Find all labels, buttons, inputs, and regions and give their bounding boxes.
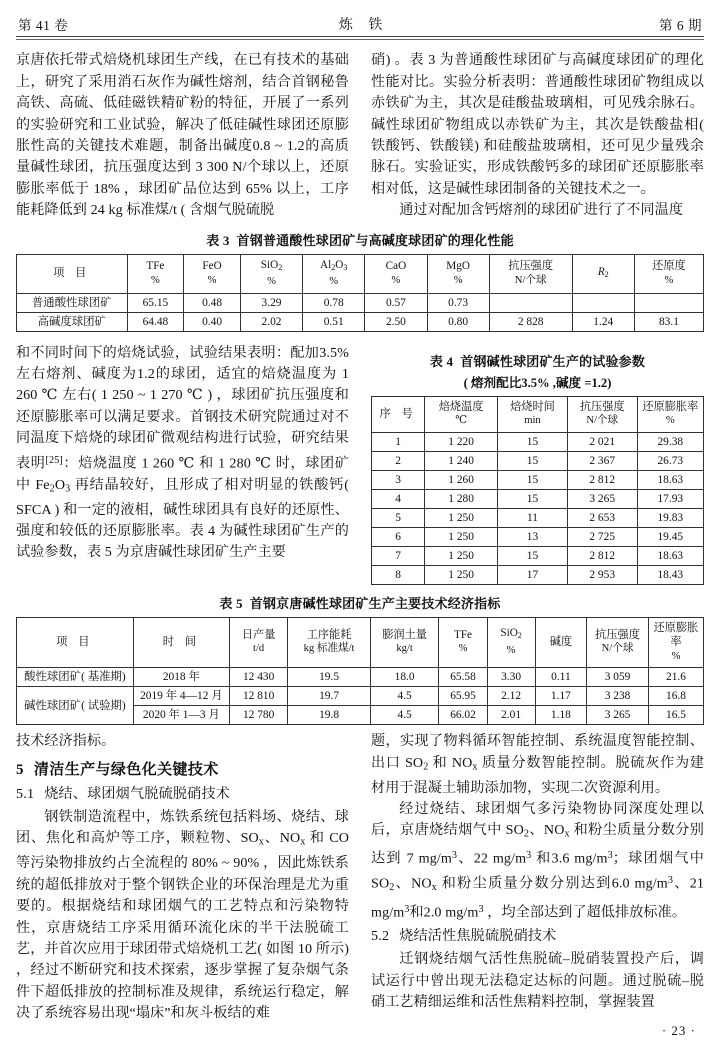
section-heading-5-2	[371, 926, 704, 947]
section-5-2-title: 烧结活性焦脱硫脱硝技术	[399, 927, 557, 944]
table-4-cell: 2 725	[567, 527, 637, 546]
table-3-cell	[634, 293, 703, 312]
table-4-title: 首钢碱性球团矿生产的试验参数	[460, 353, 646, 369]
table-row	[17, 668, 704, 687]
table-3-col-reduction: 还原度 %	[634, 254, 703, 293]
right-paragraph-5: 迁钢烧结烟气活性焦脱硫–脱硝装置投产后，调试运行中曾出现无法稳定达标的问题。通过脱硫–脱硝工艺精细运维和活性焦精料控制，掌握装置	[371, 951, 704, 1010]
table-3-cell: 0.78	[303, 293, 365, 312]
table-5-cell: 21.6	[648, 668, 703, 687]
table-row	[372, 546, 704, 565]
table-5-col-energy-consumption: 工序能耗 kg 标准煤/t	[288, 617, 370, 668]
table-row	[372, 470, 704, 489]
table-4-header-row	[372, 396, 704, 432]
table-5-cell: 12 780	[229, 706, 287, 725]
table-3-cell: 0.73	[427, 293, 489, 312]
section-5-title: 清洁生产与绿色化关键技术	[33, 761, 219, 778]
table-4-cell: 2 953	[567, 565, 637, 584]
table-4-cell: 18.63	[637, 470, 703, 489]
right-paragraph-1: 硝) 。表 3 为普通酸性球团矿与高碱度球团矿的理化性能对比。实验分析表明：普通酸性球团矿物组成以赤铁矿为主，其次是硅酸盐玻璃相，可见残余脉石。碱性球团矿物组成以赤铁矿为主，其次是铁酸盐相( 铁酸钙、铁酸镁) 和硅酸盐玻璃相，还可见少量残余脉石。实验证实，形成铁酸钙多的球团矿还原膨胀率相对低，这是碱性球团制备的关键技术之一。	[371, 52, 704, 197]
table-3-cell: 0.51	[303, 312, 365, 331]
table-3-cell: 1.24	[572, 312, 634, 331]
table-4-cell: 2 653	[567, 508, 637, 527]
table-5-block	[16, 594, 704, 726]
table-4-col-reduction-swelling: 还原膨胀率 %	[637, 396, 703, 432]
table-3-cell: 2 828	[489, 312, 572, 331]
table-5-header-row	[17, 617, 704, 668]
left-column-middle	[16, 343, 349, 585]
table-4-cell: 19.45	[637, 527, 703, 546]
table-5-cell: 16.8	[648, 687, 703, 706]
table-5-head	[17, 617, 704, 668]
table-4-cell: 2 812	[567, 546, 637, 565]
table-3-col-cao: CaO %	[365, 254, 427, 293]
table-5-cell: 19.5	[288, 668, 370, 687]
table-3-col-tfe: TFe %	[127, 254, 184, 293]
table-4-cell: 1	[372, 432, 425, 451]
table-4-cell: 7	[372, 546, 425, 565]
table-row	[372, 508, 704, 527]
table-5-cell: 19.8	[288, 706, 370, 725]
table-row	[17, 312, 704, 331]
table-4-subtitle: ( 熔剂配比3.5% ,碱度 =1.2)	[463, 375, 612, 390]
right-paragraph-4: 经过烧结、球团烟气多污染物协同深度处理以后，京唐烧结烟气中 $SO_2$、$NO_x$ 和粉尘质量分数分别达到 7 $mg/m^3$、22 $mg/m^3$ 和3.6 $mg/m^3$；球团烟气中 $SO_2$、$NO_x$ 和粉尘质量分数分别达到6.0 $mg/m^3$、21 $mg/m^3$和2.0 $mg/m^3$ ，均全部达到了超低排放标准。	[371, 800, 704, 921]
table-5-cell: 2.12	[487, 687, 535, 706]
table-5-col-item: 项 目	[17, 617, 134, 668]
table-4-cell: 3 265	[567, 489, 637, 508]
table-3-block	[16, 231, 704, 332]
table-4-cell: 18.43	[637, 565, 703, 584]
table-4-cell: 5	[372, 508, 425, 527]
table-5-cell: 66.02	[439, 706, 487, 725]
right-paragraph-2: 通过对配加含钙熔剂的球团矿进行了不同温度	[399, 202, 684, 219]
running-head-journal-title: 炼 铁	[338, 18, 389, 33]
section-heading-5	[16, 760, 349, 781]
table-row	[372, 489, 704, 508]
table-3-cell: 64.48	[127, 312, 184, 331]
right-paragraph-3: 题，实现了物料循环智能控制、系统温度智能控制、出口 $SO_2$ 和 $NO_x$ 质量分数智能控制。脱硫灰作为建材用于混凝土辅助添加物，实现二次资源利用。	[371, 733, 704, 796]
table-5-cell: 4.5	[370, 706, 439, 725]
table-3-cell: 0.57	[365, 293, 427, 312]
left-column-bottom	[16, 731, 349, 1024]
table-5-col-bentonite: 膨润土量 kg/t	[370, 617, 439, 668]
running-head-issue: 第 6 期	[659, 18, 702, 33]
section-5-1-title: 烧结、球团烟气脱硫脱硝技术	[44, 785, 231, 802]
table-3-row-0-label: 普通酸性球团矿	[17, 293, 128, 312]
table-5-label: 表 5	[219, 595, 243, 611]
section-5-2-number: 5.2	[371, 927, 390, 944]
table-5-cell: 1.18	[535, 706, 587, 725]
table-5-col-reduction-swelling: 还原膨胀率 %	[648, 617, 703, 668]
table-5-cell: 0.11	[535, 668, 587, 687]
table-4-cell: 1 260	[425, 470, 498, 489]
section-heading-5-1	[16, 784, 349, 805]
table-3-header-row	[17, 254, 704, 293]
table-4-cell: 1 250	[425, 508, 498, 527]
table-5-cell: 12 810	[229, 687, 287, 706]
table-4-cell: 1 240	[425, 451, 498, 470]
table-4-cell: 1 220	[425, 432, 498, 451]
table-3-row-1-label: 高碱度球团矿	[17, 312, 128, 331]
table-4-caption	[371, 352, 704, 371]
table-4-block	[371, 352, 704, 585]
table-5-col-basicity: 碱度	[535, 617, 587, 668]
table-4-cell: 15	[498, 546, 568, 565]
table-3-col-item: 项 目	[17, 254, 128, 293]
column-band-middle	[16, 343, 704, 585]
table-row	[17, 687, 704, 706]
table-4-cell: 3	[372, 470, 425, 489]
table-5-cell: 18.0	[370, 668, 439, 687]
table-3-col-sio2: SiO$_2$ %	[240, 254, 302, 293]
table-5	[16, 617, 704, 726]
left-paragraph-3: 技术经济指标。	[16, 733, 116, 750]
table-4-cell: 15	[498, 432, 568, 451]
table-3-cell: 0.80	[427, 312, 489, 331]
table-5-col-daily-output: 日产量 t/d	[229, 617, 287, 668]
table-3-col-mgo: MgO %	[427, 254, 489, 293]
table-5-row-1-label: 碱性球团矿( 试验期)	[17, 687, 134, 725]
table-4-cell: 1 250	[425, 527, 498, 546]
table-3-body	[17, 293, 704, 331]
table-3-col-al2o3: $Al_2O_3$ %	[303, 254, 365, 293]
table-4-cell: 17.93	[637, 489, 703, 508]
section-5-number: 5	[16, 761, 24, 778]
table-5-col-sio2: SiO$_2$ %	[487, 617, 535, 668]
table-4-cell: 2	[372, 451, 425, 470]
table-3-label: 表 3	[206, 232, 230, 248]
table-4-col-index: 序 号	[372, 396, 425, 432]
table-5-col-tfe: TFe %	[439, 617, 487, 668]
table-4-cell: 2 021	[567, 432, 637, 451]
table-4-label: 表 4	[429, 353, 454, 369]
table-4-cell: 15	[498, 489, 568, 508]
left-column-top	[16, 50, 349, 221]
table-row	[372, 432, 704, 451]
table-4-cell: 15	[498, 451, 568, 470]
running-head-volume: 第 41 卷	[18, 18, 69, 33]
table-5-cell: 4.5	[370, 687, 439, 706]
table-5-cell: 12 430	[229, 668, 287, 687]
table-4-cell: 8	[372, 565, 425, 584]
spacer	[16, 332, 704, 343]
table-5-cell: 3 059	[587, 668, 649, 687]
table-4	[371, 396, 704, 585]
table-4-cell: 11	[498, 508, 568, 527]
table-3-col-compressive-strength: 抗压强度 N/个球	[489, 254, 572, 293]
column-band-bottom	[16, 731, 704, 1024]
right-column-bottom	[371, 731, 704, 1024]
table-5-cell: 2020 年 1—3 月	[133, 706, 229, 725]
table-5-caption	[16, 594, 704, 613]
table-row	[372, 451, 704, 470]
table-3-cell: 2.50	[365, 312, 427, 331]
table-3-title: 首钢普通酸性球团矿与高碱度球团矿的理化性能	[236, 232, 514, 248]
table-3-cell: 2.02	[240, 312, 302, 331]
section-5-1-number: 5.1	[16, 785, 35, 802]
table-5-col-compressive-strength: 抗压强度 N/个球	[587, 617, 649, 668]
table-4-col-compressive-strength: 抗压强度 N/个球	[567, 396, 637, 432]
table-4-cell: 17	[498, 565, 568, 584]
table-row	[372, 527, 704, 546]
table-5-cell: 16.5	[648, 706, 703, 725]
table-4-cell: 6	[372, 527, 425, 546]
table-4-cell: 2 367	[567, 451, 637, 470]
table-5-cell: 3 238	[587, 687, 649, 706]
table-5-row-0-label: 酸性球团矿( 基准期)	[17, 668, 134, 687]
column-band-top	[16, 50, 704, 221]
table-4-cell: 1 280	[425, 489, 498, 508]
table-row	[17, 293, 704, 312]
table-row	[372, 565, 704, 584]
table-4-cell: 4	[372, 489, 425, 508]
table-4-cell: 1 250	[425, 546, 498, 565]
table-5-cell: 2019 年 4—12 月	[133, 687, 229, 706]
table-4-cell: 18.63	[637, 546, 703, 565]
table-4-cell: 19.83	[637, 508, 703, 527]
table-5-cell: 65.95	[439, 687, 487, 706]
left-paragraph-1: 京唐依托带式焙烧机球团生产线，在已有技术的基础上，研究了采用消石灰作为碱性熔剂，结合首钢秘鲁高铁、高硫、低硅磁铁精矿粉的特征，开展了一系列的实验研究和工业试验，解决了低硅碱性球团还原膨胀性高的关键技术难题，制备出碱度0.8 ~ 1.2的高质量碱性球团，抗压强度达到 3 300 N/个球以上，还原膨胀率低于 18% ，球团矿品位达到 65% 以上，工序能耗降低到 24 kg 标准煤/t ( 含烟气脱硫脱	[16, 52, 349, 219]
table-4-cell: 13	[498, 527, 568, 546]
header-rule	[16, 36, 704, 40]
table-3-head	[17, 254, 704, 293]
table-5-cell: 1.17	[535, 687, 587, 706]
table-5-col-time: 时 间	[133, 617, 229, 668]
left-paragraph-2: 和不同时间下的焙烧试验，试验结果表明：配加3.5% 左右熔剂、碱度为1.2的球团，适宜的焙烧温度为 1 260 ℃ 左右( 1 250 ~ 1 270 ℃ ) ，球团矿抗压强度和还原膨胀率可以满足要求。首钢技术研究院通过对不同温度下焙烧的球团矿微观结构进行试验，研究结果表明[25]：焙烧温度 1 260 ℃ 和 1 280 ℃ 时，球团矿中 $Fe_2O_3$ 再结晶较好，且形成了相对明显的铁酸钙( SFCA ) 和一定的液相，碱性球团具有良好的还原性、强度和较低的还原膨胀率。表 4 为碱性球团矿生产的试验参数，表 5 为京唐碱性球团矿生产主要	[16, 344, 349, 561]
left-paragraph-4: 钢铁制造流程中，炼铁系统包括料场、烧结、球团、焦化和高炉等工序，颗粒物、$SO_x$、$NO_x$ 和 CO 等污染物排放约占全流程的 80% ~ 90% ，因此炼铁系统的超低排放对于整个钢铁企业的环保治理是尤为重要的。根据烧结和球团烟气的工艺特点和污染物特性，京唐烧结工序采用循环流化床的半干法脱硫工艺，并首次应用于球团带式焙烧机工艺( 如图 10 所示) ，经过不断研究和技术探索，逐步掌握了复杂烟气条件下超低排放的控制标准及规律，系统运行稳定，解决了系统容易出现“塌床”和灰斗板结的难	[16, 808, 349, 1022]
table-5-cell: 19.7	[288, 687, 370, 706]
right-column-top	[371, 50, 704, 221]
table-3-cell: 83.1	[634, 312, 703, 331]
right-column-middle	[371, 343, 704, 585]
table-4-col-roast-temp: 焙烧温度 ℃	[425, 396, 498, 432]
table-5-cell: 2018 年	[133, 668, 229, 687]
running-head	[16, 0, 704, 36]
page-folio: · 23 ·	[661, 1023, 696, 1038]
table-3-cell: 0.48	[184, 293, 241, 312]
table-5-cell: 3.30	[487, 668, 535, 687]
table-3-cell: 65.15	[127, 293, 184, 312]
table-5-cell: 65.58	[439, 668, 487, 687]
table-3-cell	[572, 293, 634, 312]
table-4-cell: 26.73	[637, 451, 703, 470]
table-4-col-roast-time: 焙烧时间 min	[498, 396, 568, 432]
table-3-caption	[16, 231, 704, 250]
table-3-cell: 3.29	[240, 293, 302, 312]
table-4-cell: 15	[498, 470, 568, 489]
table-3-cell: 0.40	[184, 312, 241, 331]
table-4-body	[372, 432, 704, 584]
table-5-body	[17, 668, 704, 725]
table-3	[16, 254, 704, 332]
table-4-cell: 2 812	[567, 470, 637, 489]
table-3-col-r2: $R_2$	[572, 254, 634, 293]
table-5-cell: 2.01	[487, 706, 535, 725]
table-4-cell: 29.38	[637, 432, 703, 451]
table-3-cell	[489, 293, 572, 312]
table-4-cell: 1 250	[425, 565, 498, 584]
table-5-cell: 3 265	[587, 706, 649, 725]
table-4-head	[372, 396, 704, 432]
table-3-col-feo: FeO %	[184, 254, 241, 293]
table-5-title: 首钢京唐碱性球团矿生产主要技术经济指标	[249, 595, 501, 611]
